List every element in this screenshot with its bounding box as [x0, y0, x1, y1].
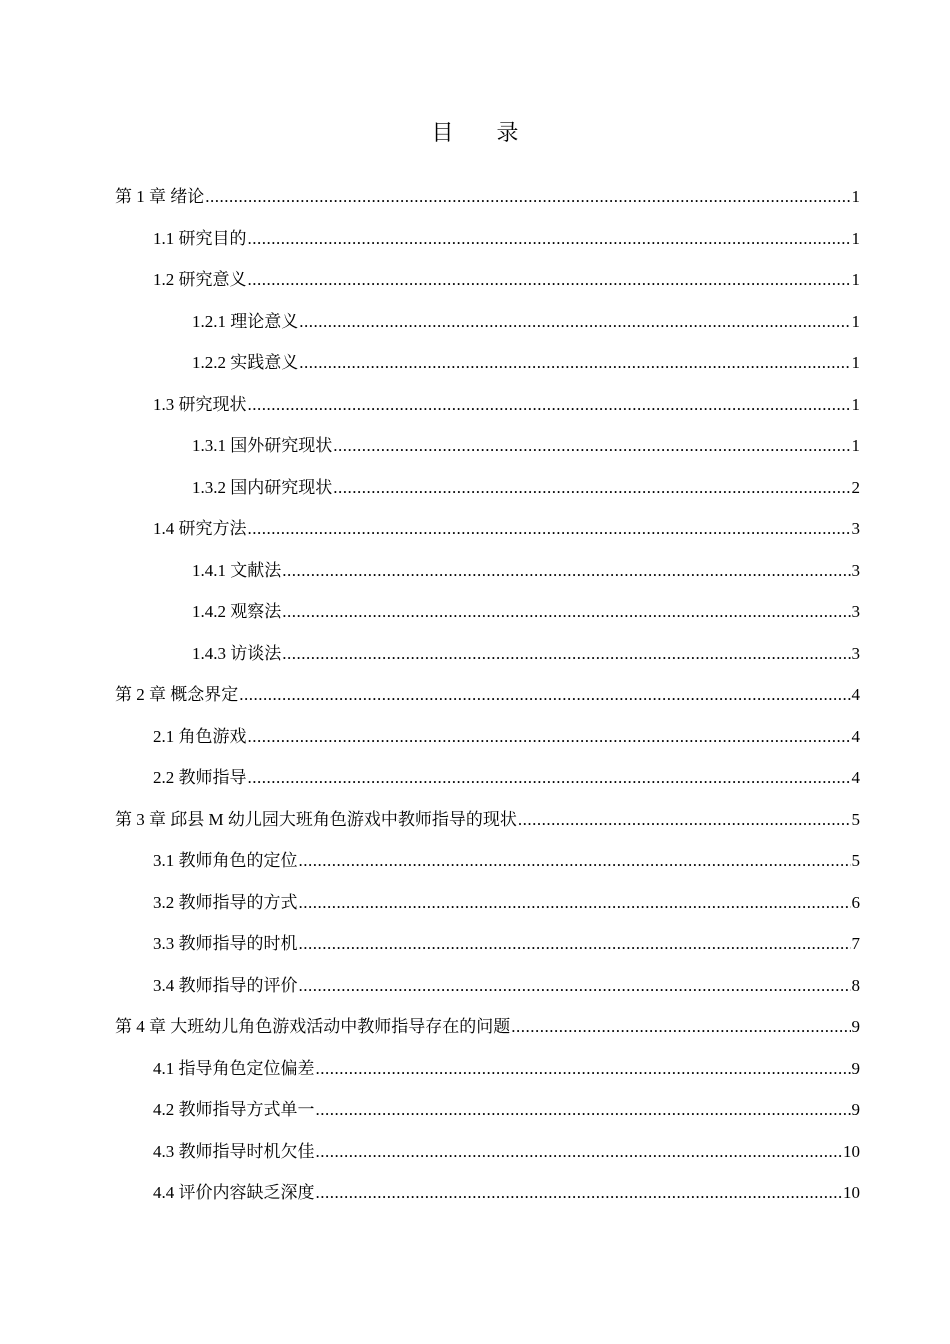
- toc-entry[interactable]: [115, 674, 860, 716]
- toc-entry[interactable]: [115, 965, 860, 1007]
- toc-entry[interactable]: [115, 550, 860, 592]
- toc-entry[interactable]: [115, 591, 860, 633]
- toc-entry[interactable]: [115, 1006, 860, 1048]
- dot-leader: [316, 1048, 851, 1090]
- toc-entry[interactable]: [115, 716, 860, 758]
- toc-entry-label: 1.3.2 国内研究现状: [192, 477, 333, 497]
- toc-entry-page-number: 9: [851, 1017, 860, 1036]
- dot-leader: [248, 384, 851, 426]
- toc-entry-page-number: 3: [851, 602, 860, 621]
- toc-entry-label: 1.4.2 观察法: [192, 602, 282, 621]
- toc-entry[interactable]: [115, 1048, 860, 1090]
- toc-entry[interactable]: [115, 342, 860, 384]
- dot-leader: [299, 840, 851, 882]
- toc-entry-page-number: 1: [851, 311, 860, 331]
- toc-entry-label: 2.2 教师指导: [153, 768, 247, 787]
- dot-leader: [299, 301, 850, 343]
- toc-entry-label: 4.2 教师指导方式单一: [153, 1100, 315, 1119]
- toc-entry-page-number: 9: [851, 1100, 860, 1119]
- dot-leader: [333, 425, 850, 467]
- toc-entry-page-number: 4: [851, 768, 860, 787]
- dot-leader: [248, 259, 851, 301]
- toc-entry[interactable]: [115, 467, 860, 509]
- toc-entry-label: 3.2 教师指导的方式: [153, 892, 298, 912]
- toc-entry-label: 第 1 章 绪论: [115, 187, 205, 206]
- table-of-contents: [115, 176, 860, 1214]
- toc-entry-page-number: 2: [851, 477, 860, 497]
- toc-entry-label: 3.3 教师指导的时机: [153, 934, 298, 953]
- toc-entry-label: 1.2.1 理论意义: [192, 311, 299, 331]
- toc-entry-page-number: 3: [851, 560, 860, 580]
- toc-entry-page-number: 5: [851, 809, 860, 829]
- toc-entry-page-number: 1: [851, 187, 860, 206]
- toc-entry[interactable]: [115, 176, 860, 218]
- toc-entry[interactable]: [115, 508, 860, 550]
- toc-entry-page-number: 6: [851, 892, 860, 912]
- toc-entry[interactable]: [115, 840, 860, 882]
- toc-entry-label: 1.2 研究意义: [153, 270, 247, 289]
- dot-leader: [248, 757, 851, 799]
- toc-entry-page-number: 10: [843, 1183, 860, 1202]
- dot-leader: [299, 965, 851, 1007]
- dot-leader: [511, 1006, 850, 1048]
- toc-entry-label: 第 2 章 概念界定: [115, 685, 239, 704]
- toc-entry-page-number: 3: [851, 643, 860, 663]
- dot-leader: [282, 591, 850, 633]
- dot-leader: [316, 1172, 843, 1214]
- toc-entry-label: 3.4 教师指导的评价: [153, 975, 298, 995]
- toc-entry-label: 1.4 研究方法: [153, 519, 247, 538]
- toc-entry[interactable]: [115, 799, 860, 841]
- toc-entry-label: 第 4 章 大班幼儿角色游戏活动中教师指导存在的问题: [115, 1017, 511, 1036]
- dot-leader: [299, 342, 850, 384]
- dot-leader: [518, 799, 851, 841]
- toc-entry-label: 4.3 教师指导时机欠佳: [153, 1141, 315, 1161]
- toc-entry[interactable]: [115, 384, 860, 426]
- toc-entry-page-number: 3: [851, 519, 860, 538]
- toc-entry[interactable]: [115, 218, 860, 260]
- dot-leader: [282, 550, 850, 592]
- toc-entry[interactable]: [115, 757, 860, 799]
- dot-leader: [299, 882, 851, 924]
- toc-entry[interactable]: [115, 301, 860, 343]
- toc-entry-label: 1.4.3 访谈法: [192, 643, 282, 663]
- toc-entry[interactable]: [115, 1172, 860, 1214]
- toc-entry[interactable]: [115, 425, 860, 467]
- toc-entry-label: 1.2.2 实践意义: [192, 353, 299, 372]
- toc-entry-page-number: 1: [851, 270, 860, 289]
- dot-leader: [282, 633, 850, 675]
- toc-entry-page-number: 1: [851, 228, 860, 248]
- toc-entry[interactable]: [115, 923, 860, 965]
- toc-entry[interactable]: [115, 259, 860, 301]
- dot-leader: [248, 218, 851, 260]
- toc-entry[interactable]: [115, 882, 860, 924]
- toc-entry[interactable]: [115, 1131, 860, 1173]
- dot-leader: [299, 923, 851, 965]
- toc-entry-label: 1.3.1 国外研究现状: [192, 436, 333, 455]
- toc-entry-label: 1.4.1 文献法: [192, 560, 282, 580]
- toc-entry-page-number: 4: [851, 726, 860, 746]
- toc-entry[interactable]: [115, 633, 860, 675]
- toc-entry-page-number: 1: [851, 353, 860, 372]
- toc-entry-page-number: 4: [851, 685, 860, 704]
- toc-entry-page-number: 8: [851, 975, 860, 995]
- toc-entry-label: 第 3 章 邱县 M 幼儿园大班角色游戏中教师指导的现状: [115, 809, 517, 829]
- toc-entry-label: 1.3 研究现状: [153, 394, 247, 414]
- dot-leader: [316, 1131, 843, 1173]
- dot-leader: [248, 508, 851, 550]
- toc-entry-label: 4.1 指导角色定位偏差: [153, 1058, 315, 1078]
- toc-entry[interactable]: [115, 1089, 860, 1131]
- toc-entry-page-number: 7: [851, 934, 860, 953]
- dot-leader: [205, 176, 850, 218]
- toc-entry-label: 2.1 角色游戏: [153, 726, 247, 746]
- dot-leader: [333, 467, 850, 509]
- dot-leader: [239, 674, 850, 716]
- toc-entry-label: 3.1 教师角色的定位: [153, 851, 298, 870]
- dot-leader: [248, 716, 851, 758]
- toc-entry-label: 1.1 研究目的: [153, 228, 247, 248]
- toc-entry-page-number: 10: [843, 1141, 860, 1161]
- dot-leader: [316, 1089, 851, 1131]
- toc-entry-page-number: 9: [851, 1058, 860, 1078]
- toc-entry-page-number: 5: [851, 851, 860, 870]
- toc-entry-page-number: 1: [851, 394, 860, 414]
- toc-entry-page-number: 1: [851, 436, 860, 455]
- toc-entry-label: 4.4 评价内容缺乏深度: [153, 1183, 315, 1202]
- page-title: 目 录: [431, 121, 537, 146]
